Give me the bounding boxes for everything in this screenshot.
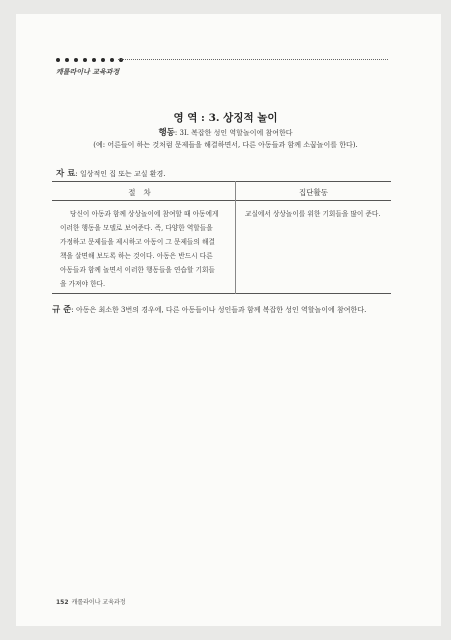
criteria-label: 규 준: [52, 305, 72, 315]
dot-icon: [110, 58, 114, 62]
behavior-text: : 3I. 복잡한 성인 역할놀이에 참여한다: [174, 129, 293, 137]
procedure-line: 가정하고 문제들을 제시하고 아동이 그 문제들의 해결: [60, 238, 215, 246]
area-title: 영 역 : 3. 상징적 놀이: [173, 112, 278, 124]
footer-title: 캐롤라이나 교육과정: [71, 599, 126, 606]
behavior-example: (예: 어른들이 하는 것처럼 문제들을 해결하면서, 다른 아동들과 함께 소꿉놀이를 한다).: [93, 141, 358, 149]
group-activity-cell: 교실에서 상상놀이를 위한 기회들을 많이 준다.: [245, 210, 381, 218]
header-rule: [118, 59, 388, 60]
group-activity-header: 집단활동: [299, 188, 328, 197]
dot-icon: [101, 58, 105, 62]
behavior-line: [0, 126, 451, 138]
page: [16, 14, 441, 626]
materials-line: [56, 167, 165, 179]
dot-icon: [56, 58, 60, 62]
procedure-line: 을 가져야 한다.: [60, 280, 106, 288]
criteria-text: : 아동은 최소한 3번의 경우에, 다른 아동들이나 성인들과 함께 복잡한 성인 역할놀이에 참여한다.: [71, 306, 367, 314]
procedure-line: 이러한 행동을 모델로 보여준다. 즉, 다양한 역할들을: [60, 224, 213, 232]
running-head: 캐롤라이나 교육과정: [56, 68, 120, 76]
table-header-rule: [52, 200, 391, 201]
procedure-line: 책을 살면해 보도록 하는 것이다. 아동은 반드시 다른: [60, 252, 213, 260]
procedure-cell: [60, 207, 228, 291]
header-dots: [56, 58, 123, 62]
page-footer: [56, 597, 126, 606]
behavior-label: 행동: [158, 128, 175, 138]
table-bottom-rule: [52, 293, 391, 294]
dot-icon: [74, 58, 78, 62]
procedure-line: 당신이 아동과 함께 상상놀이에 참여할 때 아동에게: [70, 210, 219, 218]
criteria-line: [52, 303, 366, 315]
procedure-table: [52, 181, 391, 294]
procedure-header: 절차: [128, 188, 159, 197]
page-number: 152: [56, 599, 69, 606]
materials-label: 자 료: [56, 169, 76, 179]
procedure-line: 아동들과 함께 놀면서 이러한 행동들을 연습할 기회들: [60, 266, 215, 274]
table-top-rule: [52, 181, 391, 182]
dot-icon: [92, 58, 96, 62]
materials-text: : 일상적인 집 또는 교실 환경.: [75, 170, 166, 178]
dot-icon: [83, 58, 87, 62]
dot-icon: [65, 58, 69, 62]
